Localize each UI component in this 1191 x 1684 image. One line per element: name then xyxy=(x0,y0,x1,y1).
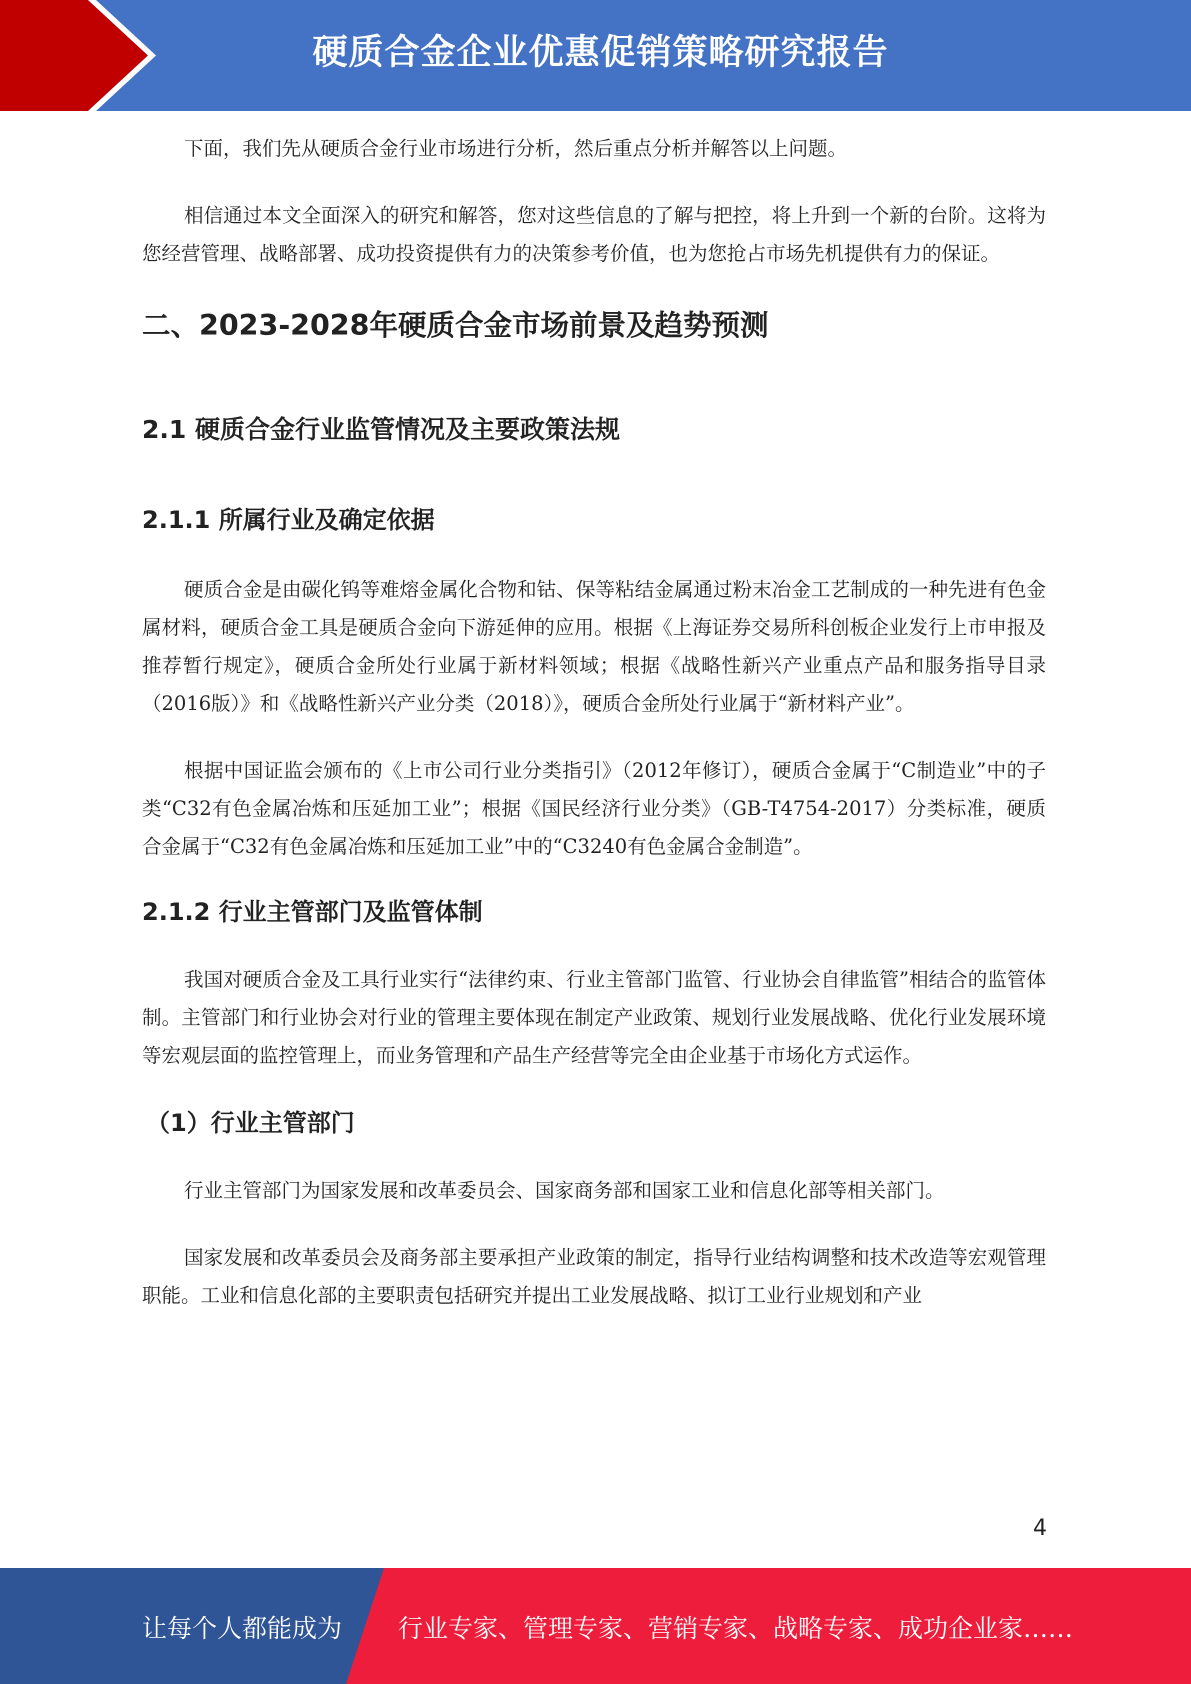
page-number: 4 xyxy=(1033,1516,1047,1541)
report-title: 硬质合金企业优惠促销策略研究报告 xyxy=(312,33,889,73)
paragraph-regulatory-system: 我国对硬质合金及工具行业实行“法律约束、行业主管部门监管、行业协会自律监管”相结合的监管体制。主管部门和行业协会对行业的管理主要体现在制定产业政策、规划行业发展战略、优化行业发展环境等宏观层面的监控管理上，而业务管理和产品生产经营等完全由企业基于市场化方式运作。 xyxy=(142,968,1046,1067)
paragraph-value: 相信通过本文全面深入的研究和解答，您对这些信息的了解与把控，将上升到一个新的台阶。这将为您经营管理、战略部署、成功投资提供有力的决策参考价值，也为您抢占市场先机提供有力的保证。 xyxy=(142,204,1046,265)
footer-slogan-left: 让每个人都能成为 xyxy=(142,1614,343,1643)
footer-slogan-right: 行业专家、管理专家、营销专家、战略专家、成功企业家…… xyxy=(398,1614,1074,1643)
subsection-heading-regulation: 2.1.2 行业主管部门及监管体制 xyxy=(142,898,483,926)
chapter-heading: 二、2023-2028年硬质合金市场前景及趋势预测 xyxy=(142,309,769,342)
paragraph-classification: 根据中国证监会颁布的《上市公司行业分类指引》（2012年修订），硬质合金属于“C制造业”中的子类“C32有色金属冶炼和压延加工业”；根据《国民经济行业分类》（GB-T4754-2017）分类标准，硬质合金属于“C32有色金属冶炼和压延加工业”中的“C3240有色金属合金制造”。 xyxy=(142,759,1046,858)
footer-banner xyxy=(0,1568,1191,1684)
paragraph-definition: 硬质合金是由碳化钨等难熔金属化合物和钴、保等粘结金属通过粉末冶金工艺制成的一种先进有色金属材料，硬质合金工具是硬质合金向下游延伸的应用。根据《上海证券交易所科创板企业发行上市申报及推荐暂行规定》，硬质合金所处行业属于新材料领域；根据《战略性新兴产业重点产品和服务指导目录（2016版）》和《战略性新兴产业分类（2018）》，硬质合金所处行业属于“新材料产业”。 xyxy=(142,578,1046,715)
subsection-heading-industry: 2.1.1 所属行业及确定依据 xyxy=(142,506,435,534)
item-heading-authorities: （1）行业主管部门 xyxy=(146,1109,355,1137)
page-content xyxy=(142,130,1046,1344)
header-banner xyxy=(0,0,1191,111)
paragraph-ndrc-duties: 国家发展和改革委员会及商务部主要承担产业政策的制定，指导行业结构调整和技术改造等宏观管理职能。工业和信息化部的主要职责包括研究并提出工业发展战略、拟订工业行业规划和产业 xyxy=(142,1246,1046,1307)
paragraph-intro: 下面，我们先从硬质合金行业市场进行分析，然后重点分析并解答以上问题。 xyxy=(184,137,848,160)
section-heading: 2.1 硬质合金行业监管情况及主要政策法规 xyxy=(142,415,620,444)
paragraph-authorities: 行业主管部门为国家发展和改革委员会、国家商务部和国家工业和信息化部等相关部门。 xyxy=(184,1179,945,1202)
